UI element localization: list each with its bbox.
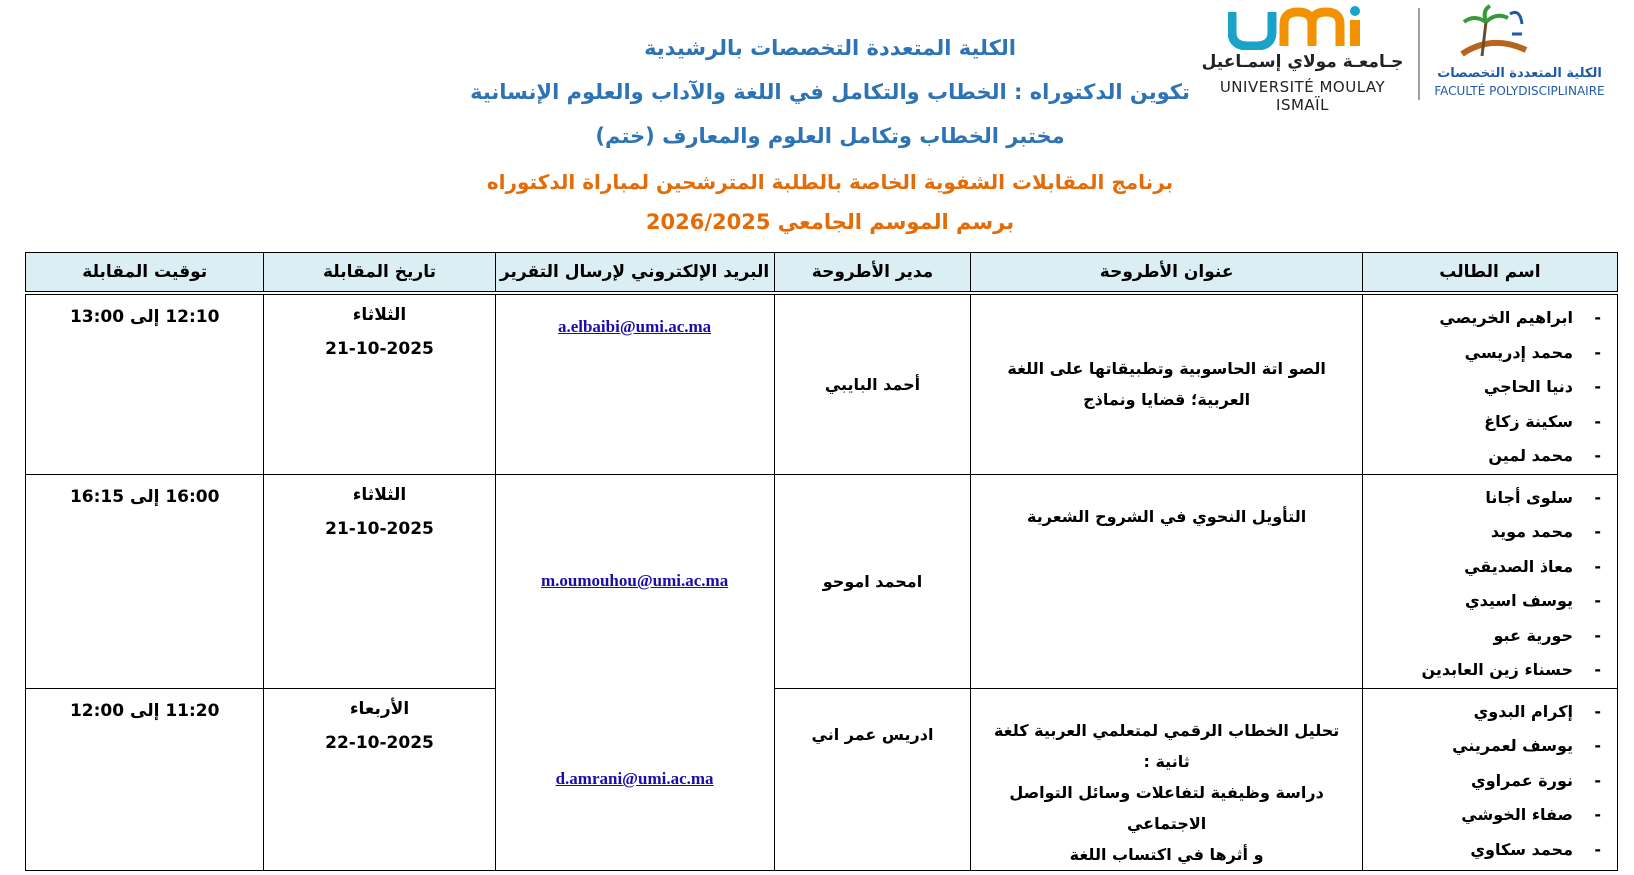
supervisor-name: أحمد البايبي xyxy=(774,295,971,475)
email-cell xyxy=(495,295,774,475)
document-title: برنامج المقابلات الشفوية الخاصة بالطلبة المترشحين لمباراة الدكتوراه xyxy=(486,170,1174,194)
list-item: - يوسف لعمريني xyxy=(1452,736,1601,755)
list-item: - محمد إدريسي xyxy=(1464,342,1601,362)
logo-separator xyxy=(1418,8,1420,100)
interview-time: 16:00 إلى 16:15 xyxy=(26,474,264,688)
table-row xyxy=(26,688,1618,871)
interview-date-cell xyxy=(264,688,495,871)
list-item: - حسناء زين العابدين xyxy=(1421,660,1601,679)
list-item: - إكرام البدوي xyxy=(1473,701,1601,721)
table-header-row xyxy=(26,253,1618,292)
umi-arabic-name: جـامعـة مولاي إسمـاعيل xyxy=(1201,52,1404,72)
list-item: - حورية عبو xyxy=(1493,625,1601,645)
report-email-link[interactable]: a.elbaibi@umi.ac.ma xyxy=(557,317,712,336)
thesis-line: و أثرها في اكتساب اللغة xyxy=(1069,845,1264,865)
col-header-time: توقيت المقابلة xyxy=(26,253,264,292)
report-email-link[interactable]: m.oumouhou@umi.ac.ma xyxy=(540,571,729,591)
thesis-line: التأويل النحوي في الشروح الشعرية xyxy=(1027,506,1307,526)
interview-date-cell xyxy=(264,295,495,475)
list-item: - نورة عمراوي xyxy=(1471,770,1601,790)
palm-tree-icon xyxy=(1452,4,1532,66)
interview-day: الثلاثاء xyxy=(352,305,407,325)
col-header-thesis: عنوان الأطروحة xyxy=(971,253,1362,292)
interview-day: الأربعاء xyxy=(349,698,410,719)
col-header-date: تاريخ المقابلة xyxy=(264,253,495,292)
list-item: - محمد مويد xyxy=(1490,522,1601,541)
program-heading: تكوين الدكتوراه : الخطاب والتكامل في اللغة والآداب والعلوم الإنسانية xyxy=(470,80,1190,104)
faculty-logo xyxy=(1432,4,1612,104)
interview-time: 11:20 إلى 12:00 xyxy=(26,688,264,871)
supervisor-name: امحمد اموحو xyxy=(774,474,971,688)
col-header-supervisor: مدير الأطروحة xyxy=(774,253,971,292)
report-email-link[interactable]: d.amrani@umi.ac.ma xyxy=(555,769,714,789)
interview-date: 21-10-2025 xyxy=(325,339,434,359)
lab-heading: مختبر الخطاب وتكامل العلوم والمعارف (ختم) xyxy=(595,124,1065,148)
thesis-title xyxy=(971,688,1362,871)
list-item: - ابراهيم الخريصي xyxy=(1439,308,1601,327)
list-item: - سكينة زكاغ xyxy=(1484,411,1601,431)
thesis-title xyxy=(971,474,1362,688)
faculty-heading: الكلية المتعددة التخصصات بالرشيدية xyxy=(644,36,1016,60)
faculty-french-name: FACULTÉ POLYDISCIPLINAIRE xyxy=(1434,84,1605,98)
faculty-arabic-name: الكلية المتعددة التخصصات xyxy=(1437,66,1602,81)
interview-time: 12:10 إلى 13:00 xyxy=(26,295,264,475)
thesis-line: العربية؛ قضايا ونماذج xyxy=(1083,390,1251,410)
season-heading: برسم الموسم الجامعي 2026/2025 xyxy=(645,210,1015,234)
thesis-title xyxy=(971,295,1362,475)
interview-date: 21-10-2025 xyxy=(325,518,434,539)
umi-french-name: UNIVERSITÉ MOULAY ISMAÏL xyxy=(1219,78,1386,114)
interview-date-cell xyxy=(264,474,495,688)
interview-date: 22-10-2025 xyxy=(325,732,434,753)
email-cell xyxy=(495,474,774,688)
list-item: - محمد لمين xyxy=(1488,446,1601,465)
list-item: - دنيا الحاجي xyxy=(1483,377,1601,396)
list-item: - يوسف اسيدي xyxy=(1464,591,1601,610)
thesis-line: تحليل الخطاب الرقمي لمتعلمي العربية كلغة ثانية : xyxy=(993,720,1340,771)
students-list xyxy=(1362,474,1617,688)
students-list xyxy=(1362,295,1617,475)
supervisor-name: ادريس عمر اني xyxy=(774,688,971,871)
email-cell xyxy=(495,688,774,871)
students-list xyxy=(1362,688,1617,871)
col-header-student: اسم الطالب xyxy=(1362,253,1617,292)
col-header-email: البريد الإلكتروني لإرسال التقرير xyxy=(495,253,774,292)
interview-day: الثلاثاء xyxy=(352,484,407,505)
thesis-line: دراسة وظيفية لتفاعلات وسائل التواصل الاجتماعي xyxy=(1009,782,1324,834)
table-row xyxy=(26,474,1618,688)
list-item: - سلوى أجانا xyxy=(1485,487,1601,507)
interview-schedule-table xyxy=(25,252,1618,871)
list-item: - محمد سكاوي xyxy=(1470,839,1601,859)
table-row xyxy=(26,295,1618,475)
thesis-line: الصو اتة الحاسوبية وتطبيقاتها على اللغة xyxy=(1007,359,1326,379)
list-item: - صفاء الخوشي xyxy=(1461,805,1601,824)
list-item: - معاذ الصديقي xyxy=(1464,556,1601,576)
